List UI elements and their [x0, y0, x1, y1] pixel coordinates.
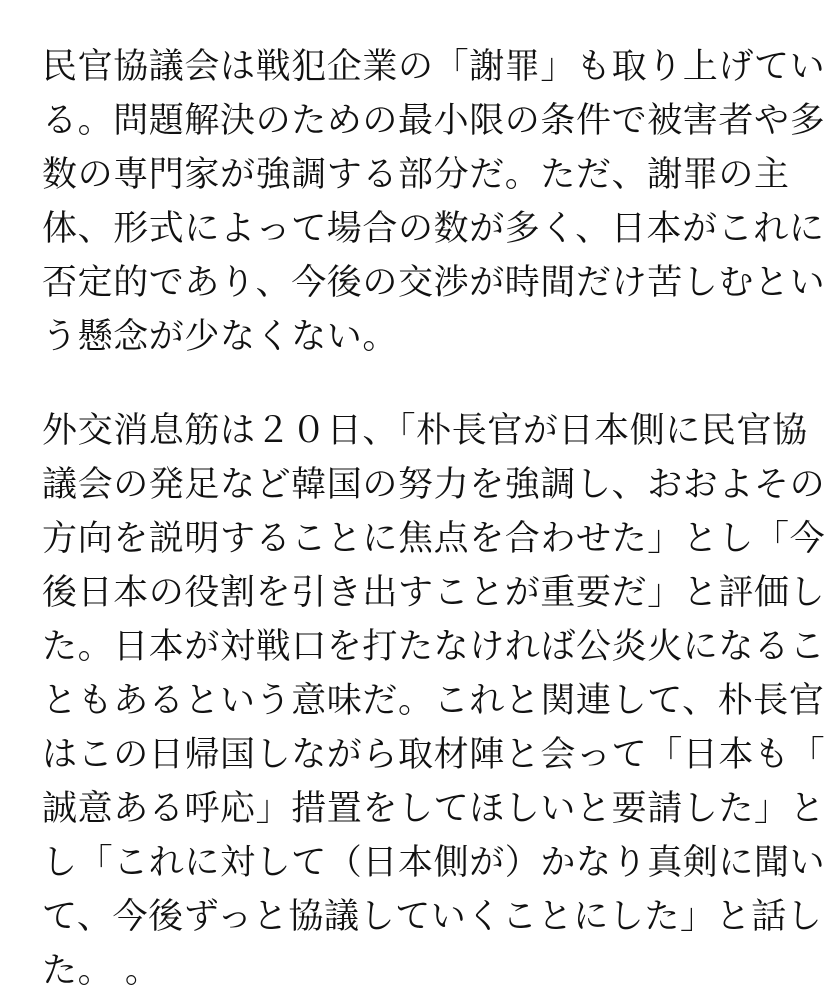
- paragraph-line: 否定的であり、今後の交渉が時間だけ苦しむとい: [42, 263, 826, 303]
- paragraph-line: 体、形式によって場合の数が多く、日本がこれに: [42, 209, 825, 249]
- paragraph-line: 後日本の役割を引き出すことが重要だ」と評価し: [42, 573, 826, 613]
- paragraph-line: 議会の発足など韓国の努力を強調し、おおよその: [42, 465, 826, 505]
- paragraph-1: [42, 40, 825, 364]
- paragraph-line: 方向を説明することに焦点を合わせた」とし「今: [42, 519, 826, 559]
- paragraph-line: はこの日帰国しながら取材陣と会って「日本も「: [42, 735, 826, 775]
- paragraph-line: て、今後ずっと協議していくことにした」と話し: [42, 897, 823, 937]
- paragraph-line: た。 。: [42, 951, 161, 991]
- paragraph-line: 外交消息筋は２０日、「朴長官が日本側に民官協: [42, 411, 808, 451]
- paragraph-line: し「これに対して（日本側が）かなり真剣に聞い: [42, 843, 826, 883]
- paragraph-line: う懸念が少なくない。: [42, 317, 399, 357]
- paragraph-line: 民官協議会は戦犯企業の「謝罪」も取り上げてい: [42, 47, 826, 87]
- paragraph-line: 誠意ある呼応」措置をしてほしいと要請した」と: [42, 789, 826, 829]
- paragraph-line: た。日本が対戦口を打たなければ公炎火になるこ: [42, 627, 826, 667]
- paragraph-2: [42, 404, 825, 998]
- paragraph-line: 数の専門家が強調する部分だ。ただ、謝罪の主: [42, 155, 790, 195]
- paragraph-line: ともあるという意味だ。これと関連して、朴長官: [42, 681, 825, 721]
- paragraph-line: る。問題解決のための最小限の条件で被害者や多: [42, 101, 826, 141]
